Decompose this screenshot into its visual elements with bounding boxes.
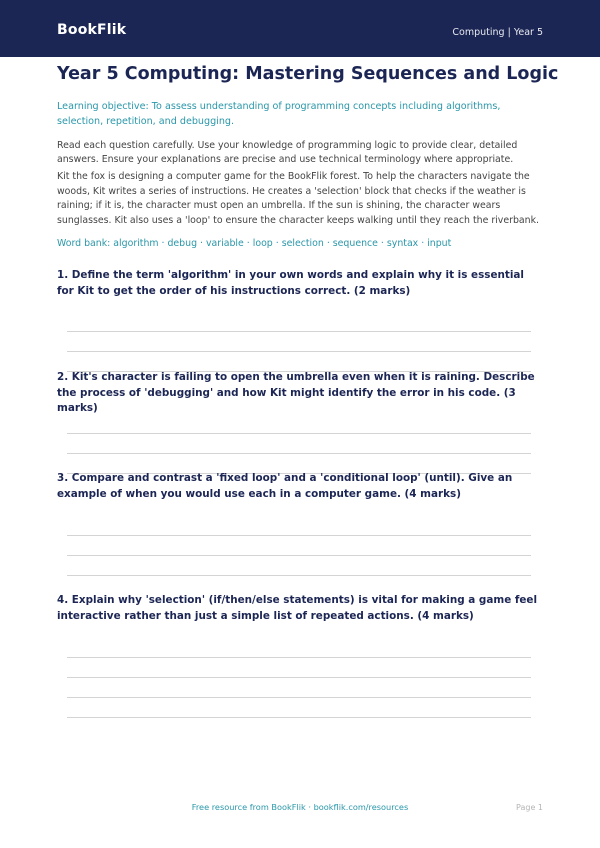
answer-line[interactable] — [67, 677, 531, 678]
scenario-text: Kit the fox is designing a computer game for the BookFlik forest. To help the characters navigate the woods, Kit writes a series of instructions. He creates a 'selection' block that checks if the weather is raining; if it is, the character must open an umbrella. If the sun is shining, the character wears sunglasses. Kit also uses a 'loop' to ensure the character keeps walking until they reach the riverbank. — [57, 171, 540, 226]
page-title: Year 5 Computing: Mastering Sequences and Logic — [57, 64, 559, 84]
answer-line[interactable] — [67, 657, 531, 658]
answer-line[interactable] — [67, 331, 531, 332]
footer-credit[interactable]: Free resource from BookFlik · bookflik.com/resources — [191, 802, 409, 812]
subject-year-label: Computing | Year 5 — [452, 27, 543, 38]
learning-objective: Learning objective: To assess understanding of programming concepts including algorithms, selection, repetition, and debugging. — [57, 101, 501, 127]
answer-line[interactable] — [67, 717, 531, 718]
answer-line[interactable] — [67, 351, 531, 352]
brand-logo: BookFlik — [57, 22, 127, 38]
question-4: 4. Explain why 'selection' (if/then/else statements) is vital for making a game feel interactive rather than just a simple list of repeated actions. (4 marks) — [57, 594, 538, 622]
page-header — [0, 0, 600, 57]
instructions: Read each question carefully. Use your knowledge of programming logic to provide clear, detailed answers. Ensure your explanations are precise and use technical terminology where appropriate. — [57, 140, 518, 165]
answer-line[interactable] — [67, 555, 531, 556]
word-bank: Word bank: algorithm · debug · variable · loop · selection · sequence · syntax · input — [57, 238, 452, 249]
page-number: Page 1 — [516, 803, 543, 812]
answer-line[interactable] — [67, 697, 531, 698]
answer-line[interactable] — [67, 535, 531, 536]
answer-line[interactable] — [67, 575, 531, 576]
answer-line[interactable] — [67, 433, 531, 434]
answer-line[interactable] — [67, 453, 531, 454]
question-3: 3. Compare and contrast a 'fixed loop' and a 'conditional loop' (until). Give an example of when you would use each in a computer game. (4 marks) — [57, 472, 513, 500]
question-1: 1. Define the term 'algorithm' in your own words and explain why it is essential for Kit to get the order of his instructions correct. (2 marks) — [57, 269, 524, 297]
question-2: 2. Kit's character is failing to open the umbrella even when it is raining. Describe the process of 'debugging' and how Kit might identify the error in his code. (3 marks) — [57, 371, 535, 414]
